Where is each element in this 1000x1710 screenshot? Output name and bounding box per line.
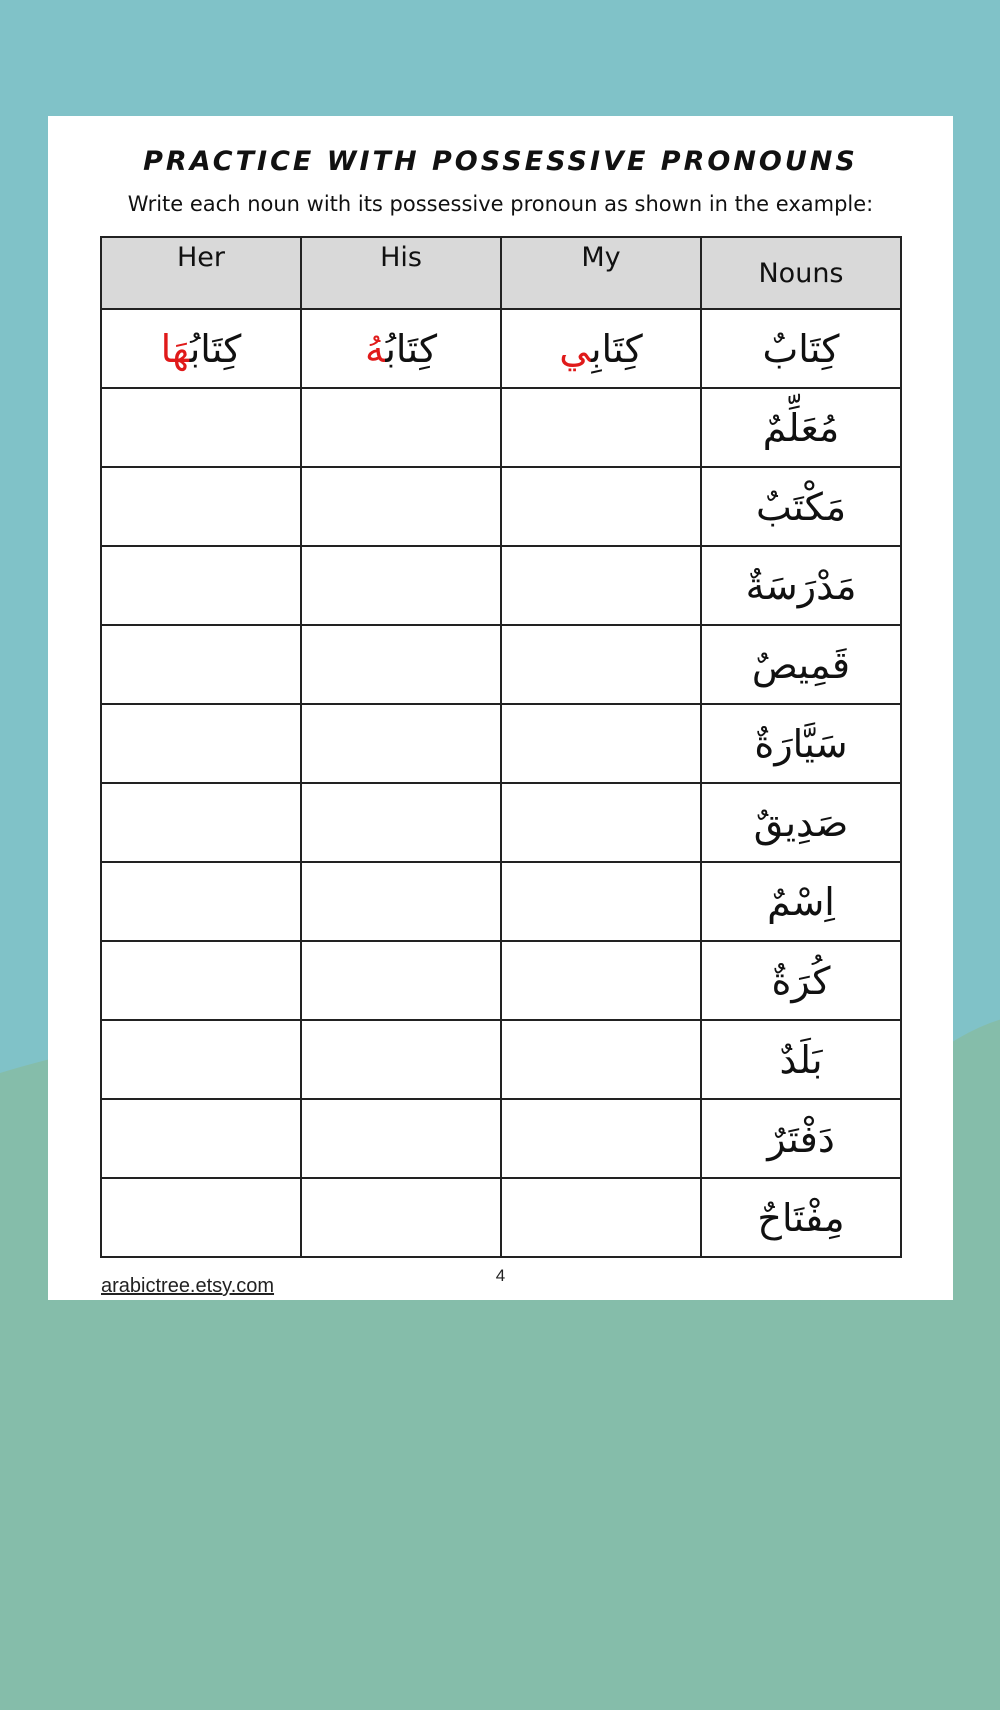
noun-row: [101, 467, 901, 546]
noun-cell: [701, 783, 901, 862]
answer-cell-his[interactable]: [301, 467, 501, 546]
answer-cell-her[interactable]: [101, 546, 301, 625]
example-row: [101, 309, 901, 388]
answer-cell-his[interactable]: [301, 1020, 501, 1099]
noun-word: مُعَلِّمٌ: [762, 405, 840, 450]
page-number: 4: [495, 1266, 506, 1285]
header-her: Her: [101, 237, 301, 309]
answer-cell-my[interactable]: [501, 625, 701, 704]
answer-cell-his[interactable]: [301, 704, 501, 783]
example-his-cell: [301, 309, 501, 388]
worksheet-instructions: Write each noun with its possessive pronoun as shown in the example:: [127, 192, 874, 216]
answer-cell-my[interactable]: [501, 1099, 701, 1178]
answer-cell-my[interactable]: [501, 941, 701, 1020]
shop-link[interactable]: arabictree.etsy.com: [101, 1275, 275, 1297]
answer-cell-his[interactable]: [301, 388, 501, 467]
worksheet-page: [48, 116, 953, 1300]
example-her-cell: [101, 309, 301, 388]
example-noun: كِتَابٌ: [762, 326, 840, 371]
noun-cell: [701, 467, 901, 546]
noun-row: [101, 1099, 901, 1178]
example-her-word: [161, 327, 242, 371]
noun-row: [101, 862, 901, 941]
noun-word: صَدِيقٌ: [753, 800, 849, 845]
noun-row: [101, 388, 901, 467]
answer-cell-his[interactable]: [301, 1099, 501, 1178]
noun-word: اِسْمٌ: [767, 879, 835, 924]
answer-cell-her[interactable]: [101, 1178, 301, 1257]
example-my-cell: [501, 309, 701, 388]
noun-cell: [701, 546, 901, 625]
noun-row: [101, 704, 901, 783]
noun-cell: [701, 625, 901, 704]
example-noun-cell: [701, 309, 901, 388]
answer-cell-his[interactable]: [301, 783, 501, 862]
header-row: [101, 237, 901, 309]
answer-cell-her[interactable]: [101, 783, 301, 862]
example-my-stem: كِتَابِ: [590, 326, 643, 371]
answer-cell-my[interactable]: [501, 467, 701, 546]
header-my: My: [501, 237, 701, 309]
answer-cell-her[interactable]: [101, 388, 301, 467]
answer-cell-her[interactable]: [101, 625, 301, 704]
answer-cell-my[interactable]: [501, 783, 701, 862]
example-her-stem: كِتَابُ: [189, 326, 242, 371]
noun-row: [101, 1178, 901, 1257]
noun-row: [101, 546, 901, 625]
noun-word: مَدْرَسَةٌ: [745, 563, 857, 608]
example-my-suffix: ي: [559, 326, 591, 371]
answer-cell-my[interactable]: [501, 704, 701, 783]
answer-cell-her[interactable]: [101, 862, 301, 941]
noun-cell: [701, 1020, 901, 1099]
noun-word: مِفْتَاحٌ: [757, 1195, 845, 1240]
noun-word: مَكْتَبٌ: [755, 484, 847, 529]
answer-cell-her[interactable]: [101, 1099, 301, 1178]
noun-row: [101, 783, 901, 862]
noun-row: [101, 1020, 901, 1099]
noun-row: [101, 941, 901, 1020]
answer-cell-my[interactable]: [501, 862, 701, 941]
noun-word: كُرَةٌ: [771, 958, 831, 1003]
noun-cell: [701, 1178, 901, 1257]
answer-cell-her[interactable]: [101, 704, 301, 783]
answer-cell-his[interactable]: [301, 1178, 501, 1257]
answer-cell-his[interactable]: [301, 625, 501, 704]
example-his-suffix: هُ: [364, 326, 386, 371]
noun-cell: [701, 704, 901, 783]
answer-cell-my[interactable]: [501, 1020, 701, 1099]
example-his-stem: كِتَابُ: [385, 326, 438, 371]
noun-cell: [701, 1099, 901, 1178]
answer-cell-my[interactable]: [501, 1178, 701, 1257]
noun-cell: [701, 388, 901, 467]
answer-cell-my[interactable]: [501, 546, 701, 625]
noun-word: سَيَّارَةٌ: [754, 721, 848, 766]
answer-cell-my[interactable]: [501, 388, 701, 467]
header-nouns: Nouns: [701, 237, 901, 309]
noun-row: [101, 625, 901, 704]
worksheet-title: PRACTICE WITH POSSESSIVE PRONOUNS: [143, 146, 858, 177]
example-my-word: [559, 327, 642, 371]
example-her-suffix: هَا: [160, 326, 190, 371]
answer-cell-his[interactable]: [301, 546, 501, 625]
answer-cell-her[interactable]: [101, 467, 301, 546]
noun-cell: [701, 941, 901, 1020]
example-his-word: [365, 327, 437, 371]
answer-cell-her[interactable]: [101, 941, 301, 1020]
noun-word: دَفْتَرٌ: [767, 1116, 835, 1161]
answer-cell-his[interactable]: [301, 862, 501, 941]
practice-table: [100, 236, 902, 1258]
noun-word: بَلَدٌ: [779, 1037, 823, 1082]
answer-cell-her[interactable]: [101, 1020, 301, 1099]
answer-cell-his[interactable]: [301, 941, 501, 1020]
noun-word: قَمِيصٌ: [751, 642, 851, 687]
header-his: His: [301, 237, 501, 309]
noun-cell: [701, 862, 901, 941]
